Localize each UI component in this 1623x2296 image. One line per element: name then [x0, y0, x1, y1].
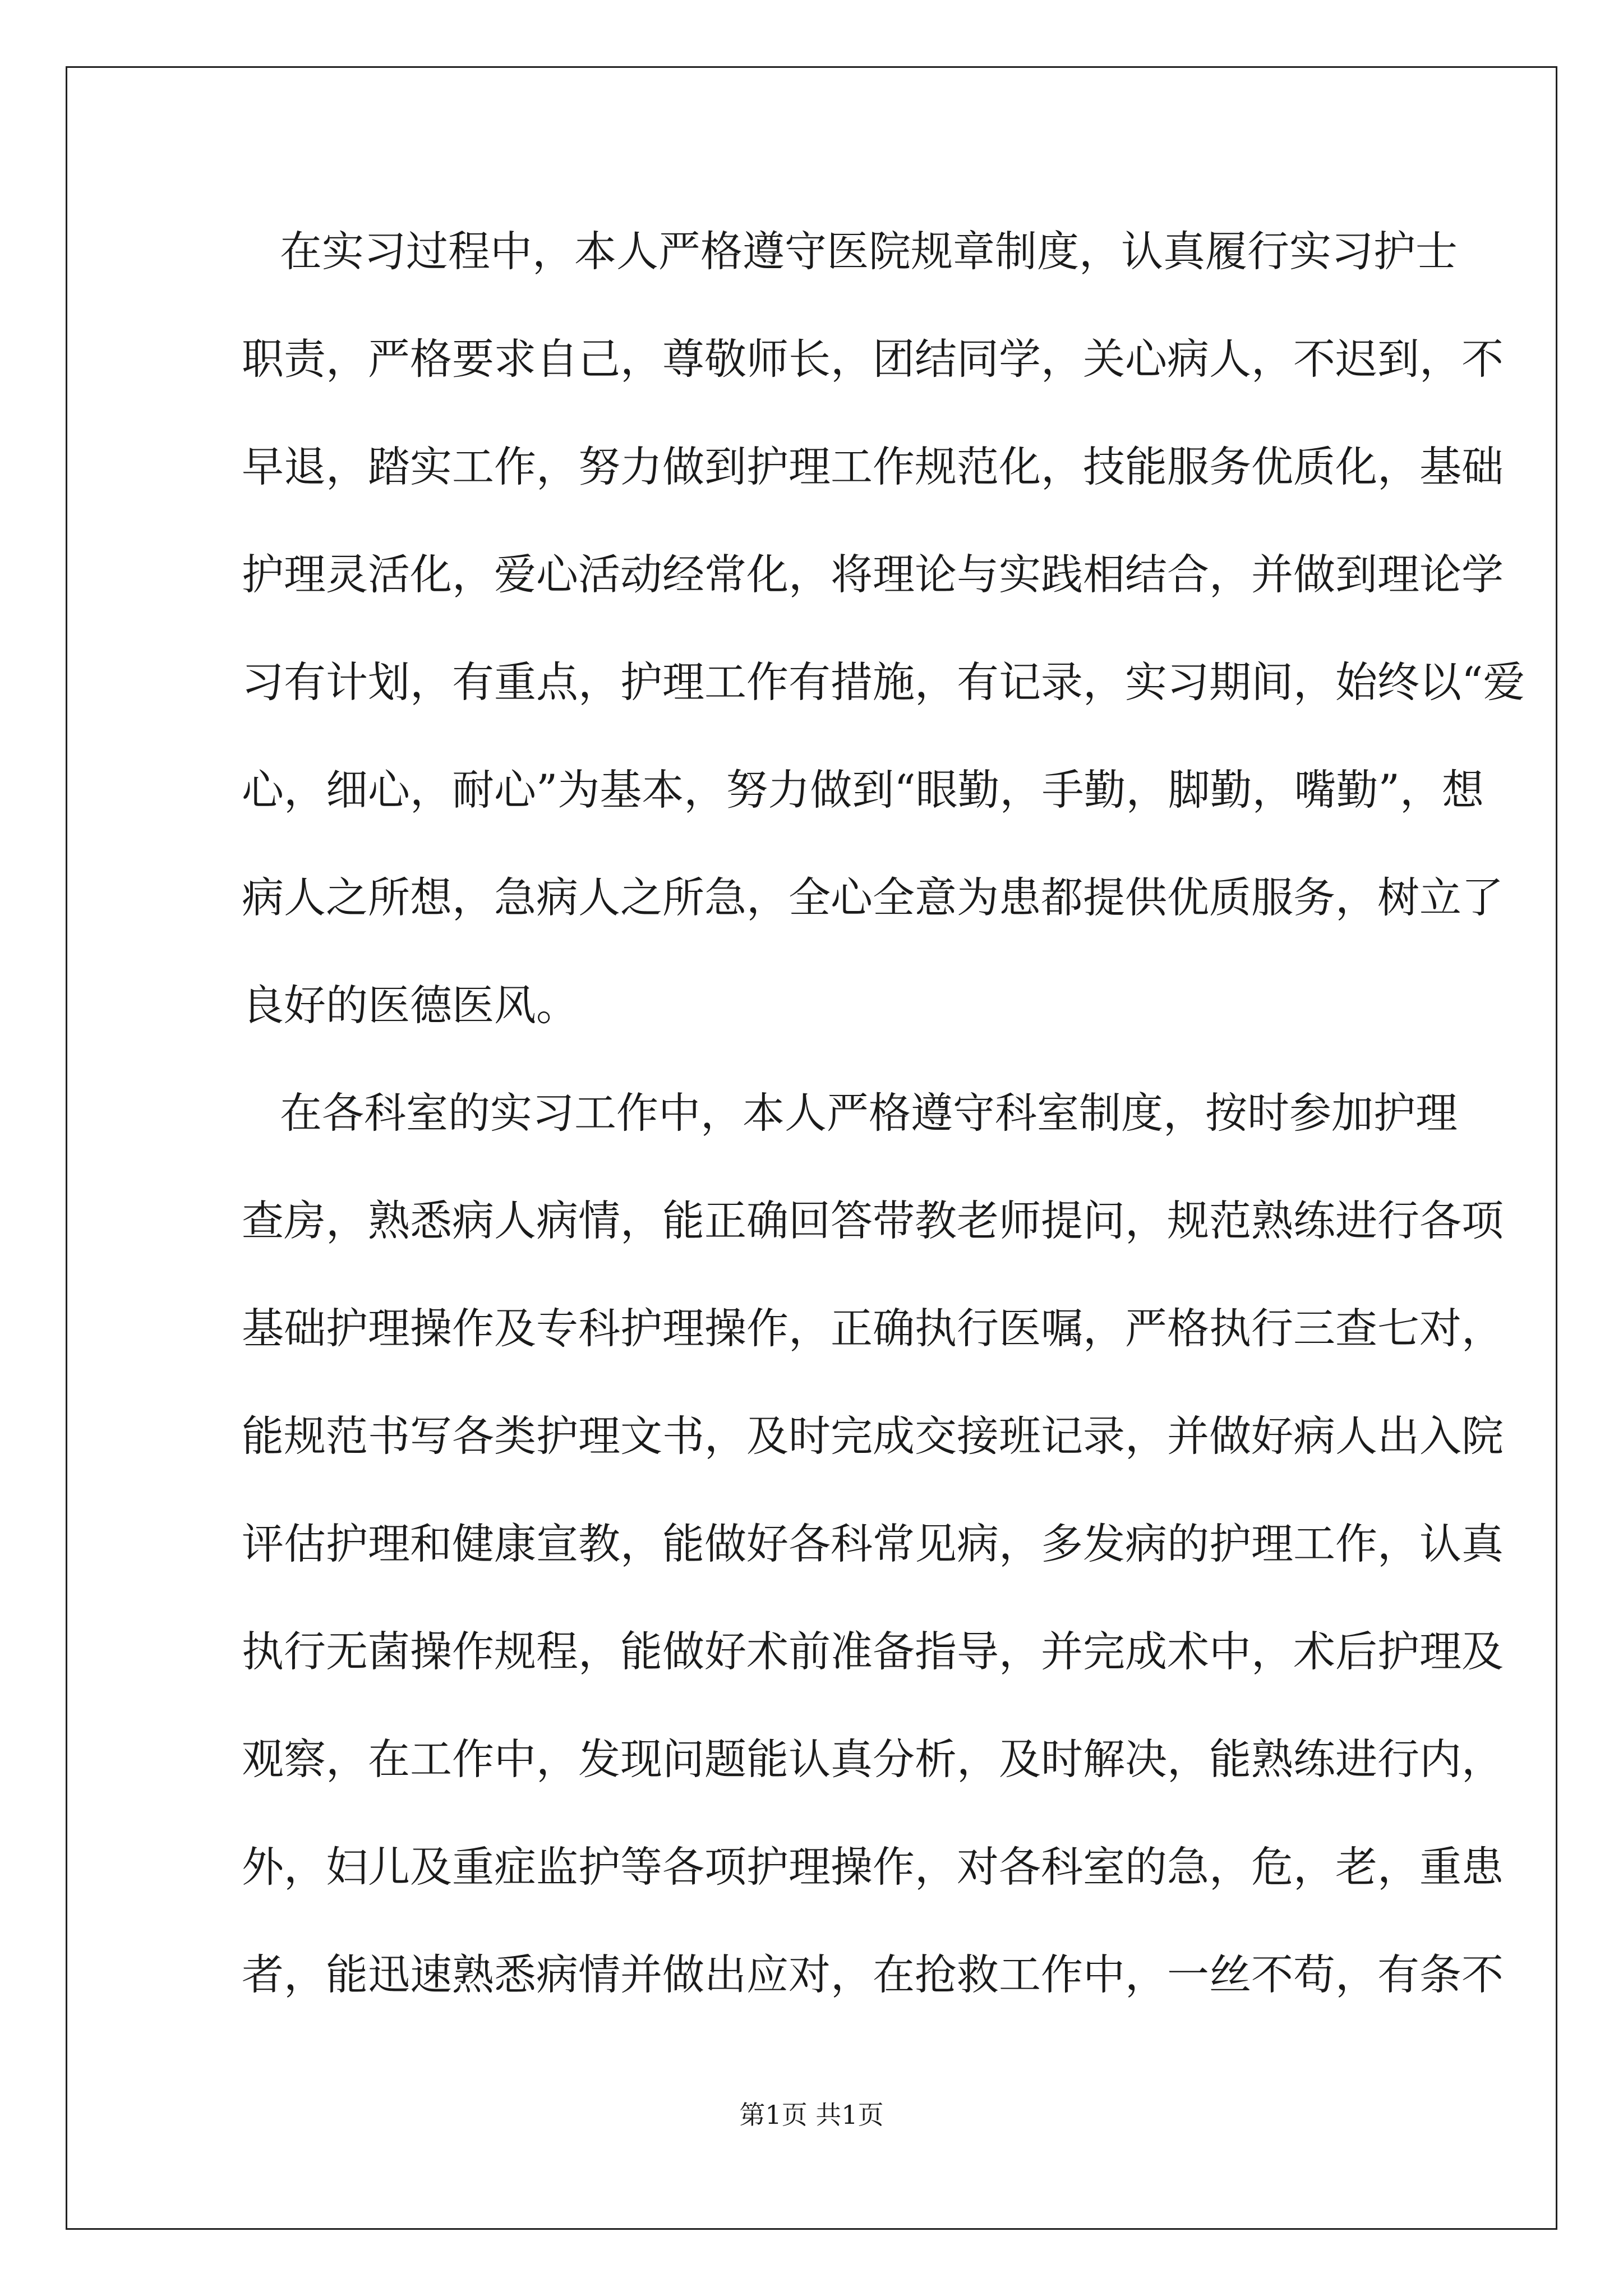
paragraph-1-line-6: 心，细心，耐心”为基本，努力做到“眼勤，手勤，脚勤，嘴勤”，想: [242, 765, 1484, 815]
paragraph-2-line-7: 观察，在工作中，发现问题能认真分析，及时解决，能熟练进行内，: [242, 1734, 1504, 1784]
paragraph-1-line-7: 病人之所想，急病人之所急，全心全意为患都提供优质服务，树立了: [242, 873, 1504, 922]
paragraph-2-line-5: 评估护理和健康宣教，能做好各科常见病，多发病的护理工作，认真: [242, 1519, 1504, 1568]
paragraph-1-line-5: 习有计划，有重点，护理工作有措施，有记录，实习期间，始终以“爱: [242, 657, 1525, 707]
paragraph-1-line-8: 良好的医德医风。: [242, 981, 579, 1030]
paragraph-1-line-1: 在实习过程中，本人严格遵守医院规章制度，认真履行实习护士: [280, 227, 1458, 276]
paragraph-2-line-8: 外，妇儿及重症监护等各项护理操作，对各科室的急，危，老，重患: [242, 1842, 1504, 1892]
paragraph-2-line-1: 在各科室的实习工作中，本人严格遵守科室制度，按时参加护理: [280, 1088, 1458, 1138]
paragraph-2-line-2: 查房，熟悉病人病情，能正确回答带教老师提问，规范熟练进行各项: [242, 1196, 1504, 1245]
paragraph-2-line-9: 者，能迅速熟悉病情并做出应对，在抢救工作中，一丝不苟，有条不: [242, 1950, 1504, 1999]
paragraph-2-line-3: 基础护理操作及专科护理操作，正确执行医嘱，严格执行三查七对，: [242, 1304, 1504, 1353]
paragraph-1-line-2: 职责，严格要求自己，尊敬师长，团结同学，关心病人，不迟到，不: [242, 334, 1504, 384]
paragraph-2-line-4: 能规范书写各类护理文书，及时完成交接班记录，并做好病人出入院: [242, 1411, 1504, 1461]
page-number-footer: 第1页 共1页: [739, 2100, 884, 2130]
paragraph-2-line-6: 执行无菌操作规程，能做好术前准备指导，并完成术中，术后护理及: [242, 1627, 1504, 1676]
paragraph-1-line-4: 护理灵活化，爱心活动经常化，将理论与实践相结合，并做到理论学: [242, 550, 1504, 599]
paragraph-1-line-3: 早退，踏实工作，努力做到护理工作规范化，技能服务优质化，基础: [242, 442, 1504, 491]
